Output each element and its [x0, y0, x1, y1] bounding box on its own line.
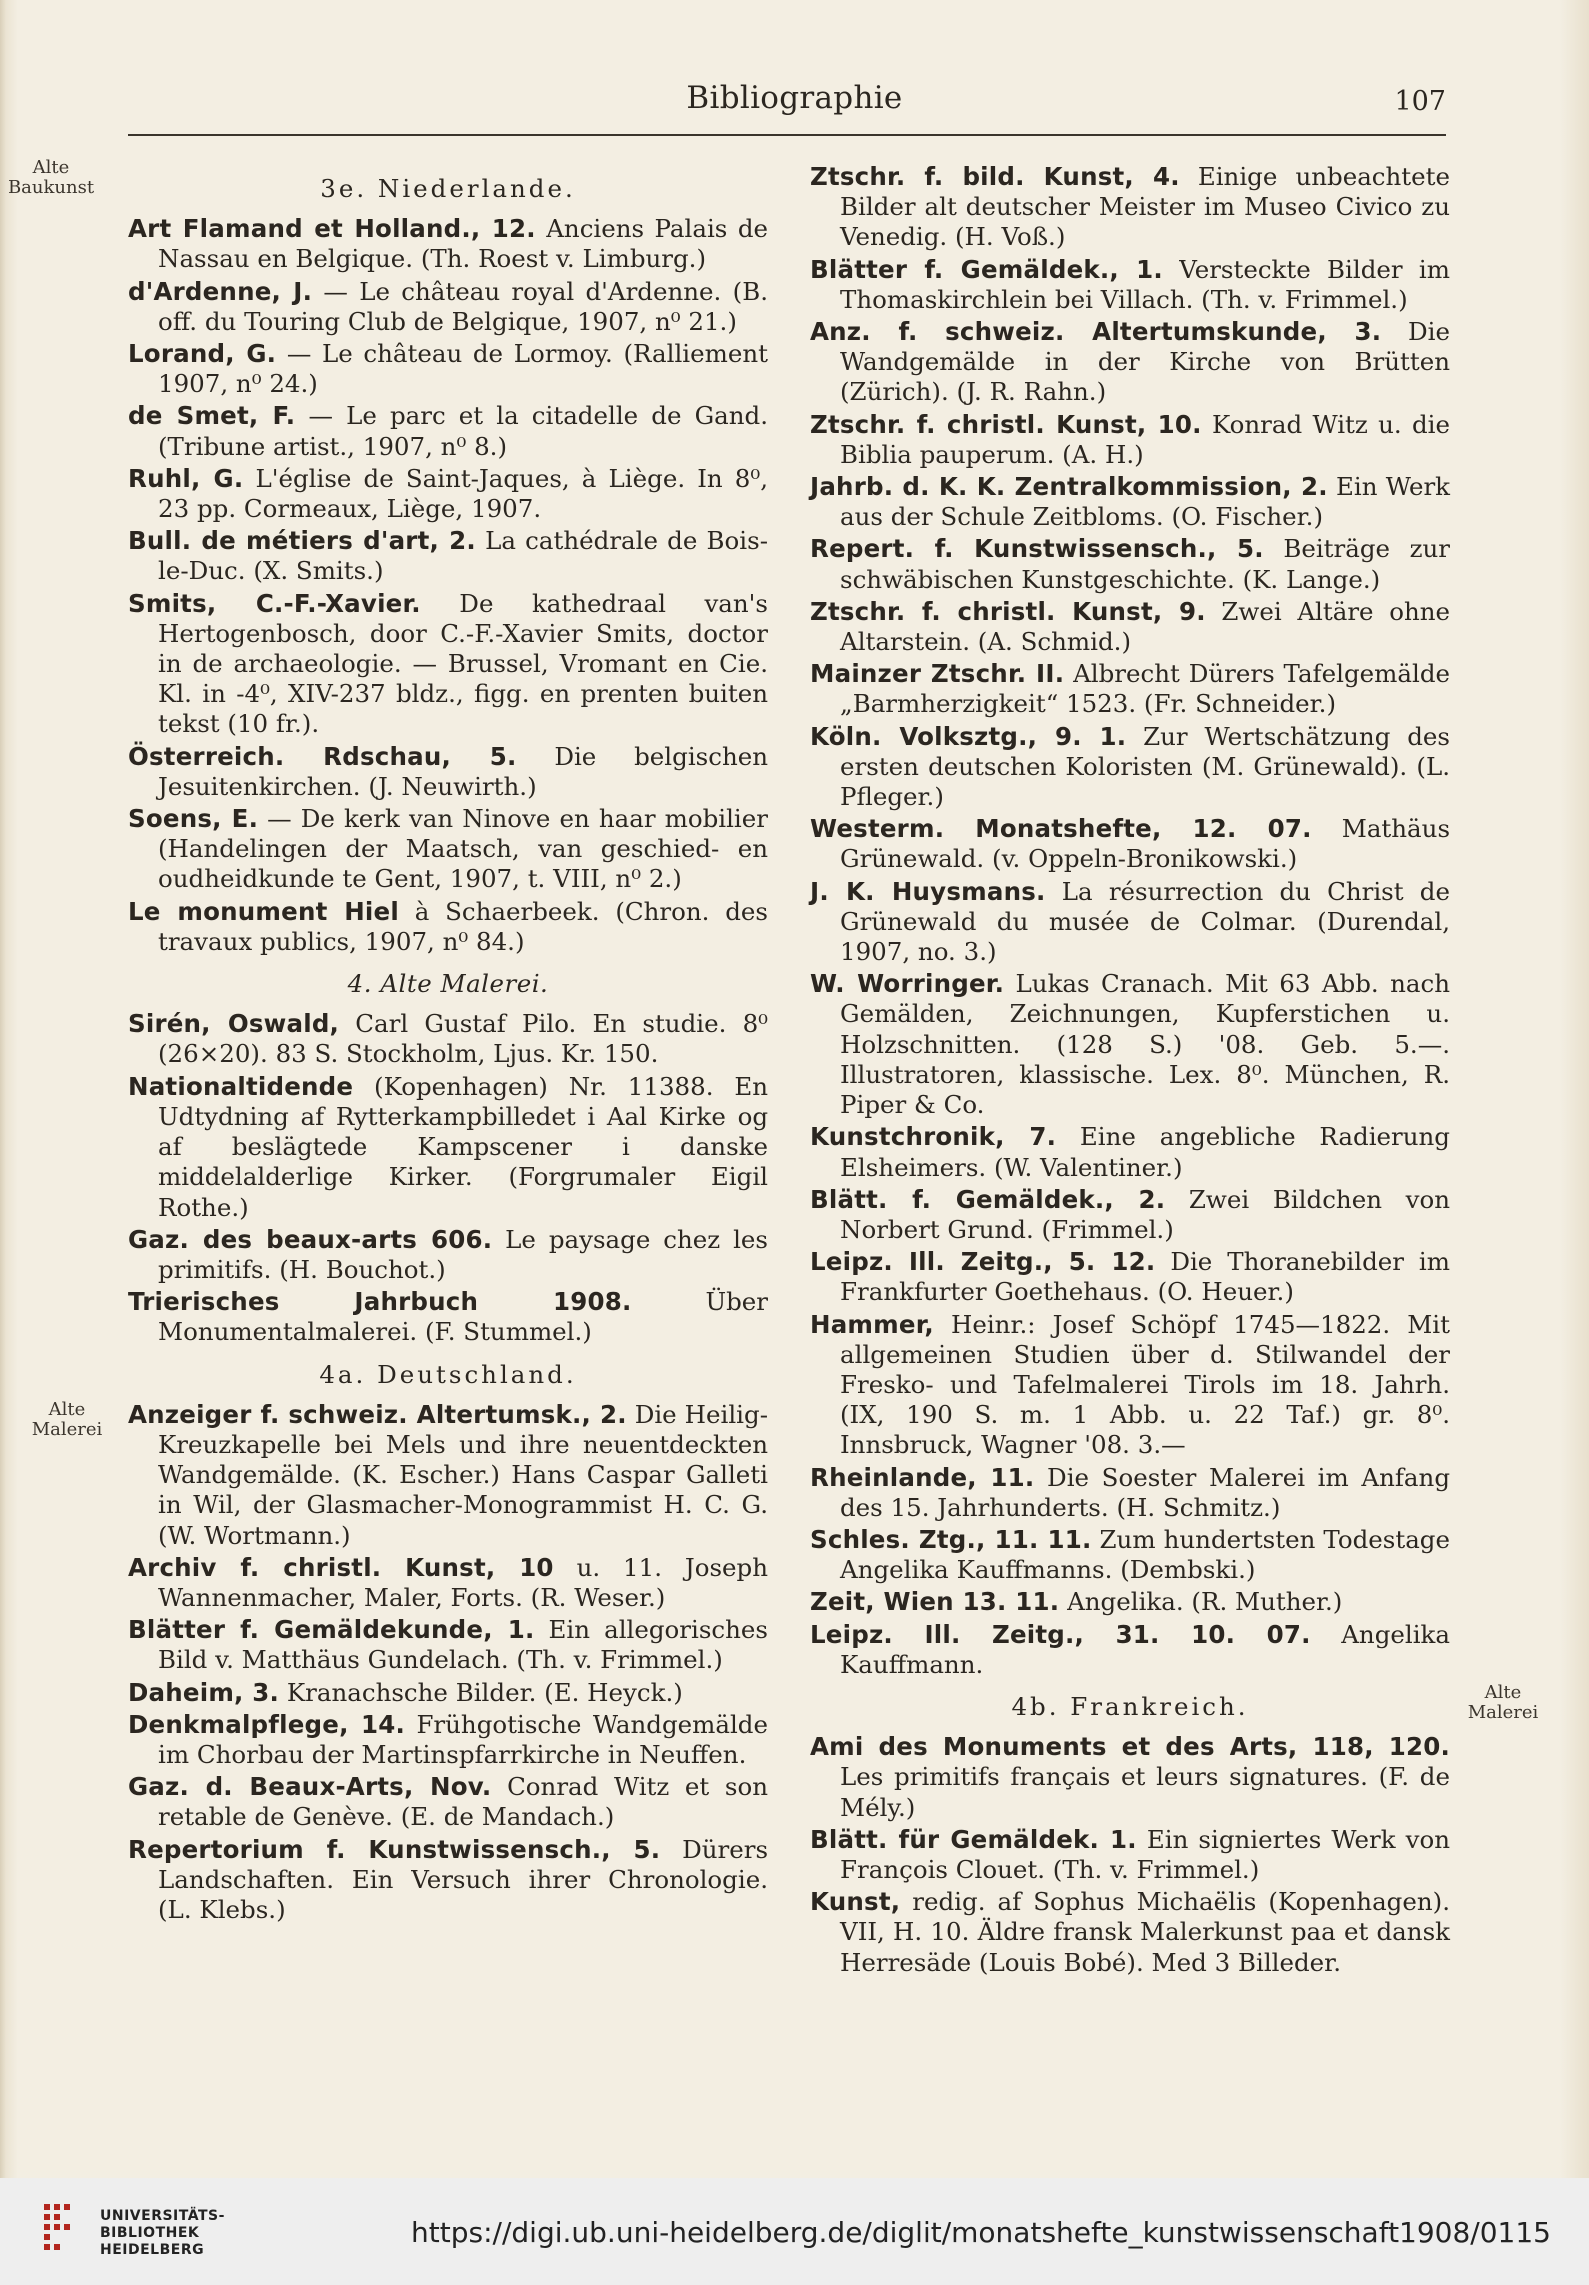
bibliography-entry	[128, 1835, 768, 1926]
entry-source: Jahrb. d. K. K. Zentralkommission, 2.	[810, 472, 1328, 502]
entry-text: — Le château royal d'Ardenne. (B. off. du Touring Club de Belgique, 1907, n⁰ 21.)	[158, 276, 768, 336]
entry-list-deutschland	[128, 1400, 768, 1925]
entry-text: Le paysage chez les primitifs. (H. Bouchot.)	[158, 1224, 768, 1284]
entry-source: Ztschr. f. christl. Kunst, 10.	[810, 409, 1202, 439]
entry-text: Dürers Landschaften. Ein Versuch ihrer Chronologie. (L. Klebs.)	[158, 1834, 769, 1924]
entry-list-alte-malerei	[128, 1009, 768, 1347]
bibliography-entry	[128, 1678, 768, 1708]
entry-text: Die Heilig-Kreuzkapelle bei Mels und ihre neuentdeckten Wandgemälde. (K. Escher.) Hans Caspar Galleti in Wil, der Glasmacher-Monogrammist H. C. G. (W. Wortmann.)	[158, 1399, 768, 1550]
entry-text: Über Monumentalmalerei. (F. Stummel.)	[158, 1287, 768, 1347]
entry-source: Repertorium f. Kunstwissensch., 5.	[128, 1834, 661, 1864]
bibliography-entry	[128, 339, 768, 399]
university-library-logo-icon	[40, 2200, 90, 2260]
entry-text: De kathedraal van's Hertogenbosch, door C.-F.-Xavier Smits, doctor in de archaeologie. — Brussel, Vromant en Cie. Kl. in -4⁰, XIV-237 bldz., figg. en prenten buiten tekst (10 fr.).	[158, 588, 768, 739]
entry-text: Die Wandgemälde in der Kirche von Brütten (Zürich). (J. R. Rahn.)	[840, 317, 1450, 407]
entry-text: Angelika. (R. Muther.)	[1067, 1587, 1343, 1617]
entry-source: Art Flamand et Holland., 12.	[128, 214, 536, 244]
bibliography-entry	[128, 401, 768, 461]
entry-source: Anz. f. schweiz. Altertumskunde, 3.	[810, 317, 1382, 347]
entry-source: Blätter f. Gemäldekunde, 1.	[128, 1615, 535, 1645]
right-column	[810, 162, 1450, 1980]
entry-text: La résurrection du Christ de Grünewald du musée de Colmar. (Durendal, 1907, no. 3.)	[840, 876, 1450, 967]
entry-source: Gaz. des beaux-arts 606.	[128, 1224, 493, 1254]
bibliography-entry	[128, 214, 768, 274]
entry-source: Le monument Hiel	[128, 896, 399, 926]
bibliography-entry	[810, 1247, 1450, 1307]
page-number: 107	[1394, 86, 1446, 117]
entry-source: Blätt. für Gemäldek. 1.	[810, 1824, 1137, 1854]
margin-note-alte-baukunst: Alte Baukunst	[7, 157, 95, 198]
entry-text: Frühgotische Wandgemälde im Chorbau der Martinspfarrkirche in Neuffen.	[158, 1709, 768, 1769]
bibliography-entry	[810, 1825, 1450, 1885]
bibliography-entry	[128, 804, 768, 895]
entry-source: Österreich. Rdschau, 5.	[128, 741, 517, 771]
bibliography-entry	[810, 410, 1450, 470]
footer-bar	[0, 2178, 1589, 2285]
entry-text: Beiträge zur schwäbischen Kunstgeschichte. (K. Lange.)	[840, 534, 1450, 594]
entry-source: d'Ardenne, J.	[128, 276, 313, 306]
bibliography-entry	[128, 1772, 768, 1832]
bibliography-entry	[128, 589, 768, 740]
bibliography-entry	[128, 1287, 768, 1347]
entry-text: Angelika Kauffmann.	[840, 1619, 1450, 1679]
entry-text: Lukas Cranach. Mit 63 Abb. nach Gemälden, Zeichnungen, Kupferstichen u. Holzschnitten. (128 S.) '08. Geb. 5.—. Illustratoren, klassische. Lex. 8⁰. München, R. Piper & Co.	[840, 969, 1450, 1120]
bibliography-entry	[810, 317, 1450, 408]
entry-source: Rheinlande, 11.	[810, 1462, 1035, 1492]
section-heading-frankreich: 4b. Frankreich.	[1011, 1691, 1249, 1721]
entry-source: W. Worringer.	[810, 969, 1005, 999]
entry-source: Lorand, G.	[128, 339, 277, 369]
entry-text: Zum hundertsten Todestage Angelika Kauffmanns. (Dembski.)	[840, 1524, 1450, 1585]
entry-list-niederlande	[128, 214, 768, 957]
entry-list-frankreich	[810, 1732, 1450, 1978]
entry-text: Zur Wertschätzung des ersten deutschen Koloristen (M. Grünewald). (L. Pfleger.)	[840, 721, 1450, 812]
bibliography-entry	[810, 1620, 1450, 1680]
entry-text: Versteckte Bilder im Thomaskirchlein bei Villach. (Th. v. Frimmel.)	[840, 254, 1450, 314]
entry-source: Kunst,	[810, 1887, 901, 1917]
entry-source: Daheim, 3.	[128, 1677, 280, 1707]
bibliography-entry	[810, 1525, 1450, 1585]
entry-source: Smits, C.-F.-Xavier.	[128, 588, 421, 618]
bibliography-entry	[128, 1072, 768, 1223]
entry-text: L'église de Saint-Jaques, à Liège. In 8⁰, 23 pp. Cormeaux, Liège, 1907.	[158, 463, 768, 524]
entry-text: (Kopenhagen) Nr. 11388. En Udtydning af Rytterkampbilledet i Aal Kirke og af beslägtede Kampscener i danske middelalderlige Kirker. (Forgrumaler Eigil Rothe.)	[158, 1071, 768, 1222]
entry-source: Leipz. Ill. Zeitg., 31. 10. 07.	[810, 1619, 1311, 1649]
entry-list-deutschland-continued	[810, 162, 1450, 1680]
bibliography-entry	[128, 464, 768, 524]
bibliography-entry	[810, 1732, 1450, 1823]
bibliography-entry	[810, 1122, 1450, 1182]
bibliography-entry	[128, 526, 768, 586]
section-heading-niederlande: 3e. Niederlande.	[320, 174, 576, 203]
entry-text: — Le parc et la citadelle de Gand. (Tribune artist., 1907, n⁰ 8.)	[158, 401, 768, 461]
entry-text: Konrad Witz u. die Biblia pauperum. (A. H.)	[840, 409, 1450, 469]
entry-source: Anzeiger f. schweiz. Altertumsk., 2.	[128, 1399, 627, 1429]
entry-source: Trierisches Jahrbuch 1908.	[128, 1287, 632, 1317]
bibliography-entry	[128, 1710, 768, 1770]
entry-text: Les primitifs français et leurs signatures. (F. de Mély.)	[840, 1762, 1450, 1822]
entry-source: de Smet, F.	[128, 401, 296, 431]
bibliography-entry	[128, 1400, 768, 1551]
entry-source: Sirén, Oswald,	[128, 1009, 340, 1039]
entry-source: Ruhl, G.	[128, 463, 244, 493]
bibliography-entry	[128, 277, 768, 337]
section-heading-alte-malerei: 4. Alte Malerei.	[347, 969, 549, 999]
bibliography-entry	[128, 1553, 768, 1613]
bibliography-entry	[810, 534, 1450, 594]
bibliography-entry	[810, 1887, 1450, 1978]
section-heading-deutschland: 4a. Deutschland.	[319, 1359, 577, 1389]
entry-source: Soens, E.	[128, 804, 259, 834]
bibliography-entry	[810, 1185, 1450, 1245]
bibliography-entry	[810, 472, 1450, 532]
entry-source: Mainzer Ztschr. II.	[810, 659, 1065, 689]
entry-source: Kunstchronik, 7.	[810, 1122, 1057, 1152]
entry-text: u. 11. Joseph Wannenmacher, Maler, Forts. (R. Weser.)	[158, 1552, 768, 1612]
entry-text: Einige unbeachtete Bilder alt deutscher Meister im Museo Civico zu Venedig. (H. Voß.)	[840, 162, 1450, 252]
entry-source: Blätter f. Gemäldek., 1.	[810, 254, 1163, 284]
bibliography-entry	[810, 1463, 1450, 1523]
entry-text: Carl Gustaf Pilo. En studie. 8⁰ (26×20). 83 S. Stockholm, Ljus. Kr. 150.	[158, 1009, 769, 1069]
entry-text: Mathäus Grünewald. (v. Oppeln-Bronikowski.)	[840, 814, 1451, 874]
entry-text: Anciens Palais de Nassau en Belgique. (Th. Roest v. Limburg.)	[158, 214, 768, 274]
entry-text: Zwei Altäre ohne Altarstein. (A. Schmid.)	[840, 596, 1451, 657]
bibliography-entry	[810, 1310, 1450, 1461]
bibliography-entry	[128, 897, 768, 957]
bibliography-entry	[810, 877, 1450, 968]
entry-text: Conrad Witz et son retable de Genève. (E. de Mandach.)	[158, 1772, 768, 1832]
entry-text: à Schaerbeek. (Chron. des travaux publics, 1907, n⁰ 84.)	[158, 896, 768, 956]
entry-source: Repert. f. Kunstwissensch., 5.	[810, 534, 1264, 564]
entry-source: Bull. de métiers d'art, 2.	[128, 526, 476, 556]
bibliography-entry	[810, 814, 1450, 874]
entry-text: Eine angebliche Radierung Elsheimers. (W. Valentiner.)	[840, 1122, 1450, 1182]
entry-text: La cathédrale de Bois-le-Duc. (X. Smits.)	[158, 526, 768, 586]
entry-source: Blätt. f. Gemäldek., 2.	[810, 1184, 1166, 1214]
library-name: UNIVERSITÄTS- BIBLIOTHEK HEIDELBERG	[100, 2208, 225, 2258]
bibliography-entry	[810, 659, 1450, 719]
bibliography-entry	[810, 1587, 1450, 1617]
entry-text: Ein allegorisches Bild v. Matthäus Gundelach. (Th. v. Frimmel.)	[158, 1615, 768, 1675]
bibliography-entry	[810, 722, 1450, 813]
bibliography-entry	[128, 1009, 768, 1069]
bibliography-entry	[810, 597, 1450, 657]
bibliography-entry	[128, 1615, 768, 1675]
running-title: Bibliographie	[686, 80, 903, 116]
entry-text: Heinr.: Josef Schöpf 1745—1822. Mit allgemeinen Studien über d. Stilwandel der Fresko- und Tafelmalerei Tirols im 18. Jahrh. (IX, 190 S. m. 1 Abb. u. 22 Taf.) gr. 8⁰. Innsbruck, Wagner '08. 3.—	[840, 1309, 1450, 1460]
bibliography-entry	[810, 255, 1450, 315]
entry-source: Ztschr. f. bild. Kunst, 4.	[810, 162, 1180, 191]
entry-source: Ztschr. f. christl. Kunst, 9.	[810, 596, 1206, 626]
entry-text: — De kerk van Ninove en haar mobilier (Handelingen der Maatsch, van geschied- en oudheidkunde te Gent, 1907, t. VIII, n⁰ 2.)	[158, 804, 768, 894]
margin-note-alte-malerei-right: Alte Malerei	[1467, 1682, 1539, 1723]
entry-source: Gaz. d. Beaux-Arts, Nov.	[128, 1772, 492, 1802]
entry-text: Ein Werk aus der Schule Zeitbloms. (O. Fischer.)	[840, 472, 1451, 532]
entry-source: Köln. Volksztg., 9. 1.	[810, 721, 1127, 751]
entry-source: Nationaltidende	[128, 1071, 354, 1101]
entry-text: Ein signiertes Werk von François Clouet. (Th. v. Frimmel.)	[840, 1824, 1450, 1884]
margin-note-alte-malerei-left: Alte Malerei	[31, 1399, 103, 1440]
bibliography-entry	[810, 969, 1450, 1120]
header-rule	[128, 134, 1446, 136]
entry-source: Zeit, Wien 13. 11.	[810, 1587, 1060, 1617]
left-column	[128, 162, 768, 1927]
entry-text: Albrecht Dürers Tafelgemälde „Barmherzigkeit“ 1523. (Fr. Schneider.)	[840, 659, 1450, 719]
entry-source: Ami des Monuments et des Arts, 118, 120.	[810, 1732, 1450, 1762]
bibliography-entry	[810, 162, 1450, 253]
entry-text: Kranachsche Bilder. (E. Heyck.)	[286, 1677, 683, 1707]
entry-source: Leipz. Ill. Zeitg., 5. 12.	[810, 1247, 1156, 1277]
entry-text: Die Thoranebilder im Frankfurter Goethehaus. (O. Heuer.)	[840, 1247, 1451, 1307]
entry-text: Zwei Bildchen von Norbert Grund. (Frimmel.)	[840, 1184, 1450, 1244]
bibliography-entry	[128, 742, 768, 802]
source-url-link[interactable]: https://digi.ub.uni-heidelberg.de/diglit/monatshefte_kunstwissenschaft1908/0115	[411, 2216, 1551, 2249]
entry-source: Westerm. Monatshefte, 12. 07.	[810, 814, 1312, 844]
entry-text: — Le château de Lormoy. (Ralliement 1907, n⁰ 24.)	[158, 339, 768, 399]
bibliography-entry	[128, 1225, 768, 1285]
entry-text: Die Soester Malerei im Anfang des 15. Jahrhunderts. (H. Schmitz.)	[840, 1462, 1451, 1522]
entry-text: redig. af Sophus Michaëlis (Kopenhagen). VII, H. 10. Äldre fransk Malerkunst paa et dansk Herresäde (Louis Bobé). Med 3 Billeder.	[840, 1887, 1450, 1977]
entry-source: Hammer,	[810, 1309, 934, 1339]
entry-source: Schles. Ztg., 11. 11.	[810, 1524, 1092, 1554]
entry-source: Archiv f. christl. Kunst, 10	[128, 1552, 554, 1582]
entry-text: Die belgischen Jesuitenkirchen. (J. Neuwirth.)	[158, 741, 769, 801]
entry-source: Denkmalpflege, 14.	[128, 1709, 405, 1739]
entry-source: J. K. Huysmans.	[810, 876, 1046, 906]
